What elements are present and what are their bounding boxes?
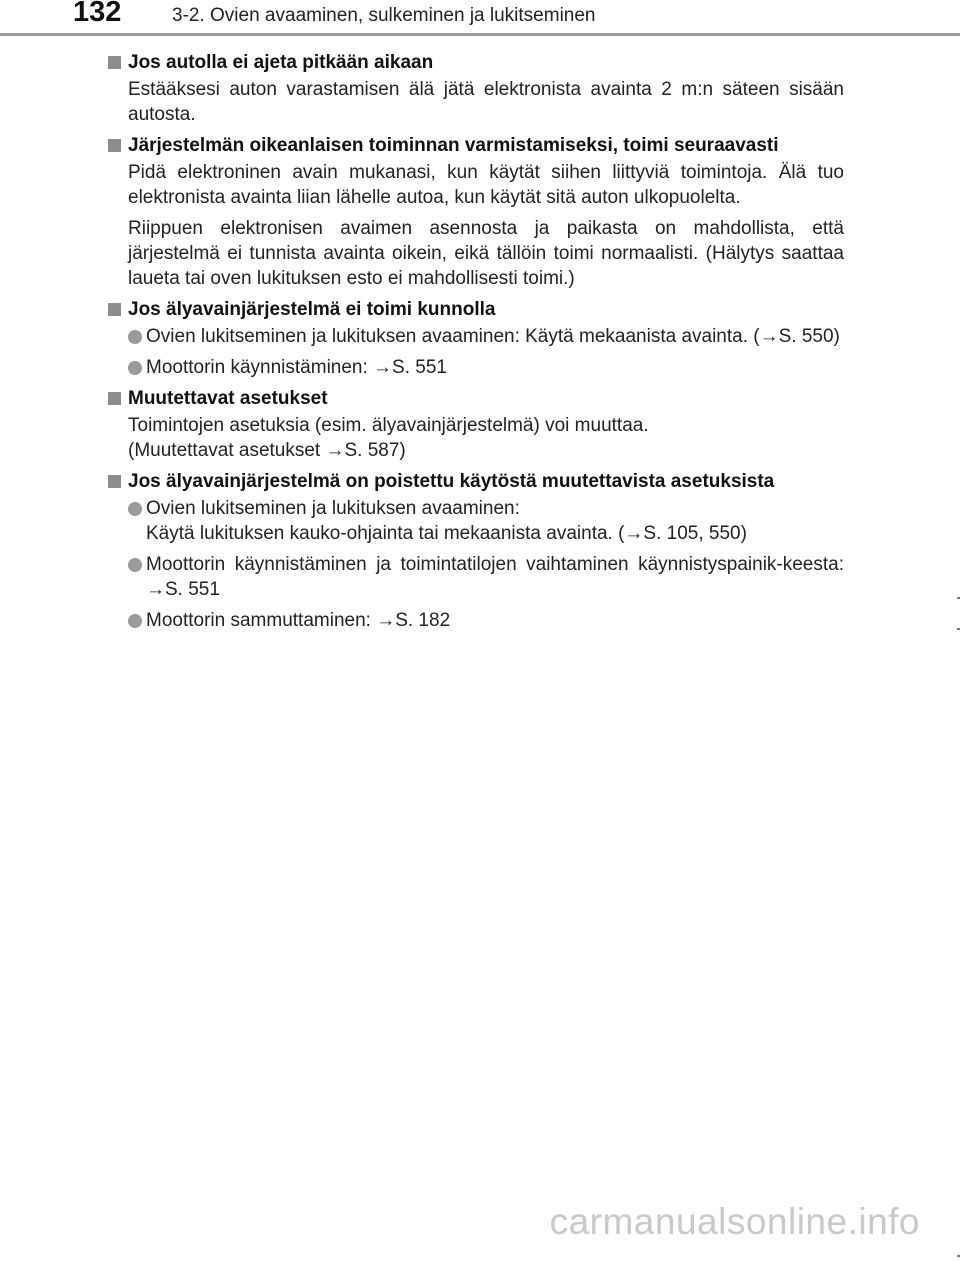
page-header (0, 0, 960, 40)
square-bullet-icon (108, 139, 121, 152)
bullet-item (108, 608, 844, 633)
paragraph (108, 160, 844, 210)
bullet-item (108, 324, 844, 349)
body-text: Toimintojen asetuksia (esim. älyavainjärjestelmä) voi muuttaa. (Muutettavat asetukset →S. 587) (128, 415, 649, 461)
chapter-title: 3-2. Ovien avaaminen, sulkeminen ja lukitseminen (172, 5, 596, 26)
section (108, 50, 844, 127)
section-heading-text: Järjestelmän oikeanlaisen toiminnan varmistamiseksi, toimi seuraavasti (128, 135, 779, 156)
section-heading-text: Jos älyavainjärjestelmä ei toimi kunnolla (128, 299, 496, 320)
square-bullet-icon (108, 392, 121, 405)
body-text: Moottorin sammuttaminen: →S. 182 (146, 610, 451, 631)
paragraph (108, 413, 844, 463)
section-heading-text: Muutettavat asetukset (128, 388, 328, 409)
bullet-item (108, 355, 844, 380)
section-heading (108, 133, 844, 158)
header-divider (0, 33, 960, 36)
section-heading (108, 297, 844, 322)
section-heading (108, 50, 844, 75)
square-bullet-icon (108, 303, 121, 316)
body-text: Ovien lukitseminen ja lukituksen avaaminen: Käytä lukituksen kauko-ohjainta tai mekaanista avainta. (→S. 105, 550) (146, 498, 747, 544)
section (108, 469, 844, 633)
bullet-item (108, 496, 844, 546)
page-content (108, 50, 844, 639)
paragraph (108, 77, 844, 127)
circle-bullet-icon (128, 614, 142, 628)
square-bullet-icon (108, 56, 121, 69)
section-heading (108, 469, 844, 494)
body-text: Pidä elektroninen avain mukanasi, kun käytät siihen liittyviä toimintoja. Älä tuo elektronista avainta liian lähelle autoa, kun käytät sitä auton ulkopuolelta. (128, 162, 844, 208)
body-text: Ovien lukitseminen ja lukituksen avaaminen: Käytä mekaanista avainta. (→S. 550) (146, 326, 840, 347)
circle-bullet-icon (128, 330, 142, 344)
section (108, 297, 844, 380)
bullet-item (108, 552, 844, 602)
circle-bullet-icon (128, 361, 142, 375)
page-number: 132 (73, 0, 122, 28)
paragraph (108, 216, 844, 291)
body-text: Estääksesi auton varastamisen älä jätä elektronista avainta 2 m:n säteen sisään autosta. (128, 79, 844, 125)
body-text: Riippuen elektronisen avaimen asennosta ja paikasta on mahdollista, että järjestelmä ei tunnista avainta oikein, eikä tällöin toimi normaalisti. (Hälytys saattaa laueta tai oven lukituksen esto ei mahdollisesti toimi.) (128, 218, 844, 289)
body-text: Moottorin käynnistäminen ja toimintatilojen vaihtaminen käynnistyspainik-keesta: →S. 551 (146, 554, 844, 600)
section-heading (108, 386, 844, 411)
section-heading-text: Jos autolla ei ajeta pitkään aikaan (128, 52, 434, 73)
section (108, 386, 844, 463)
circle-bullet-icon (128, 502, 142, 516)
section (108, 133, 844, 291)
body-text: Moottorin käynnistäminen: →S. 551 (146, 357, 447, 378)
watermark: carmanualsonline.info (549, 1201, 920, 1242)
square-bullet-icon (108, 475, 121, 488)
section-heading-text: Jos älyavainjärjestelmä on poistettu käytöstä muutettavista asetuksista (128, 471, 775, 492)
circle-bullet-icon (128, 558, 142, 572)
